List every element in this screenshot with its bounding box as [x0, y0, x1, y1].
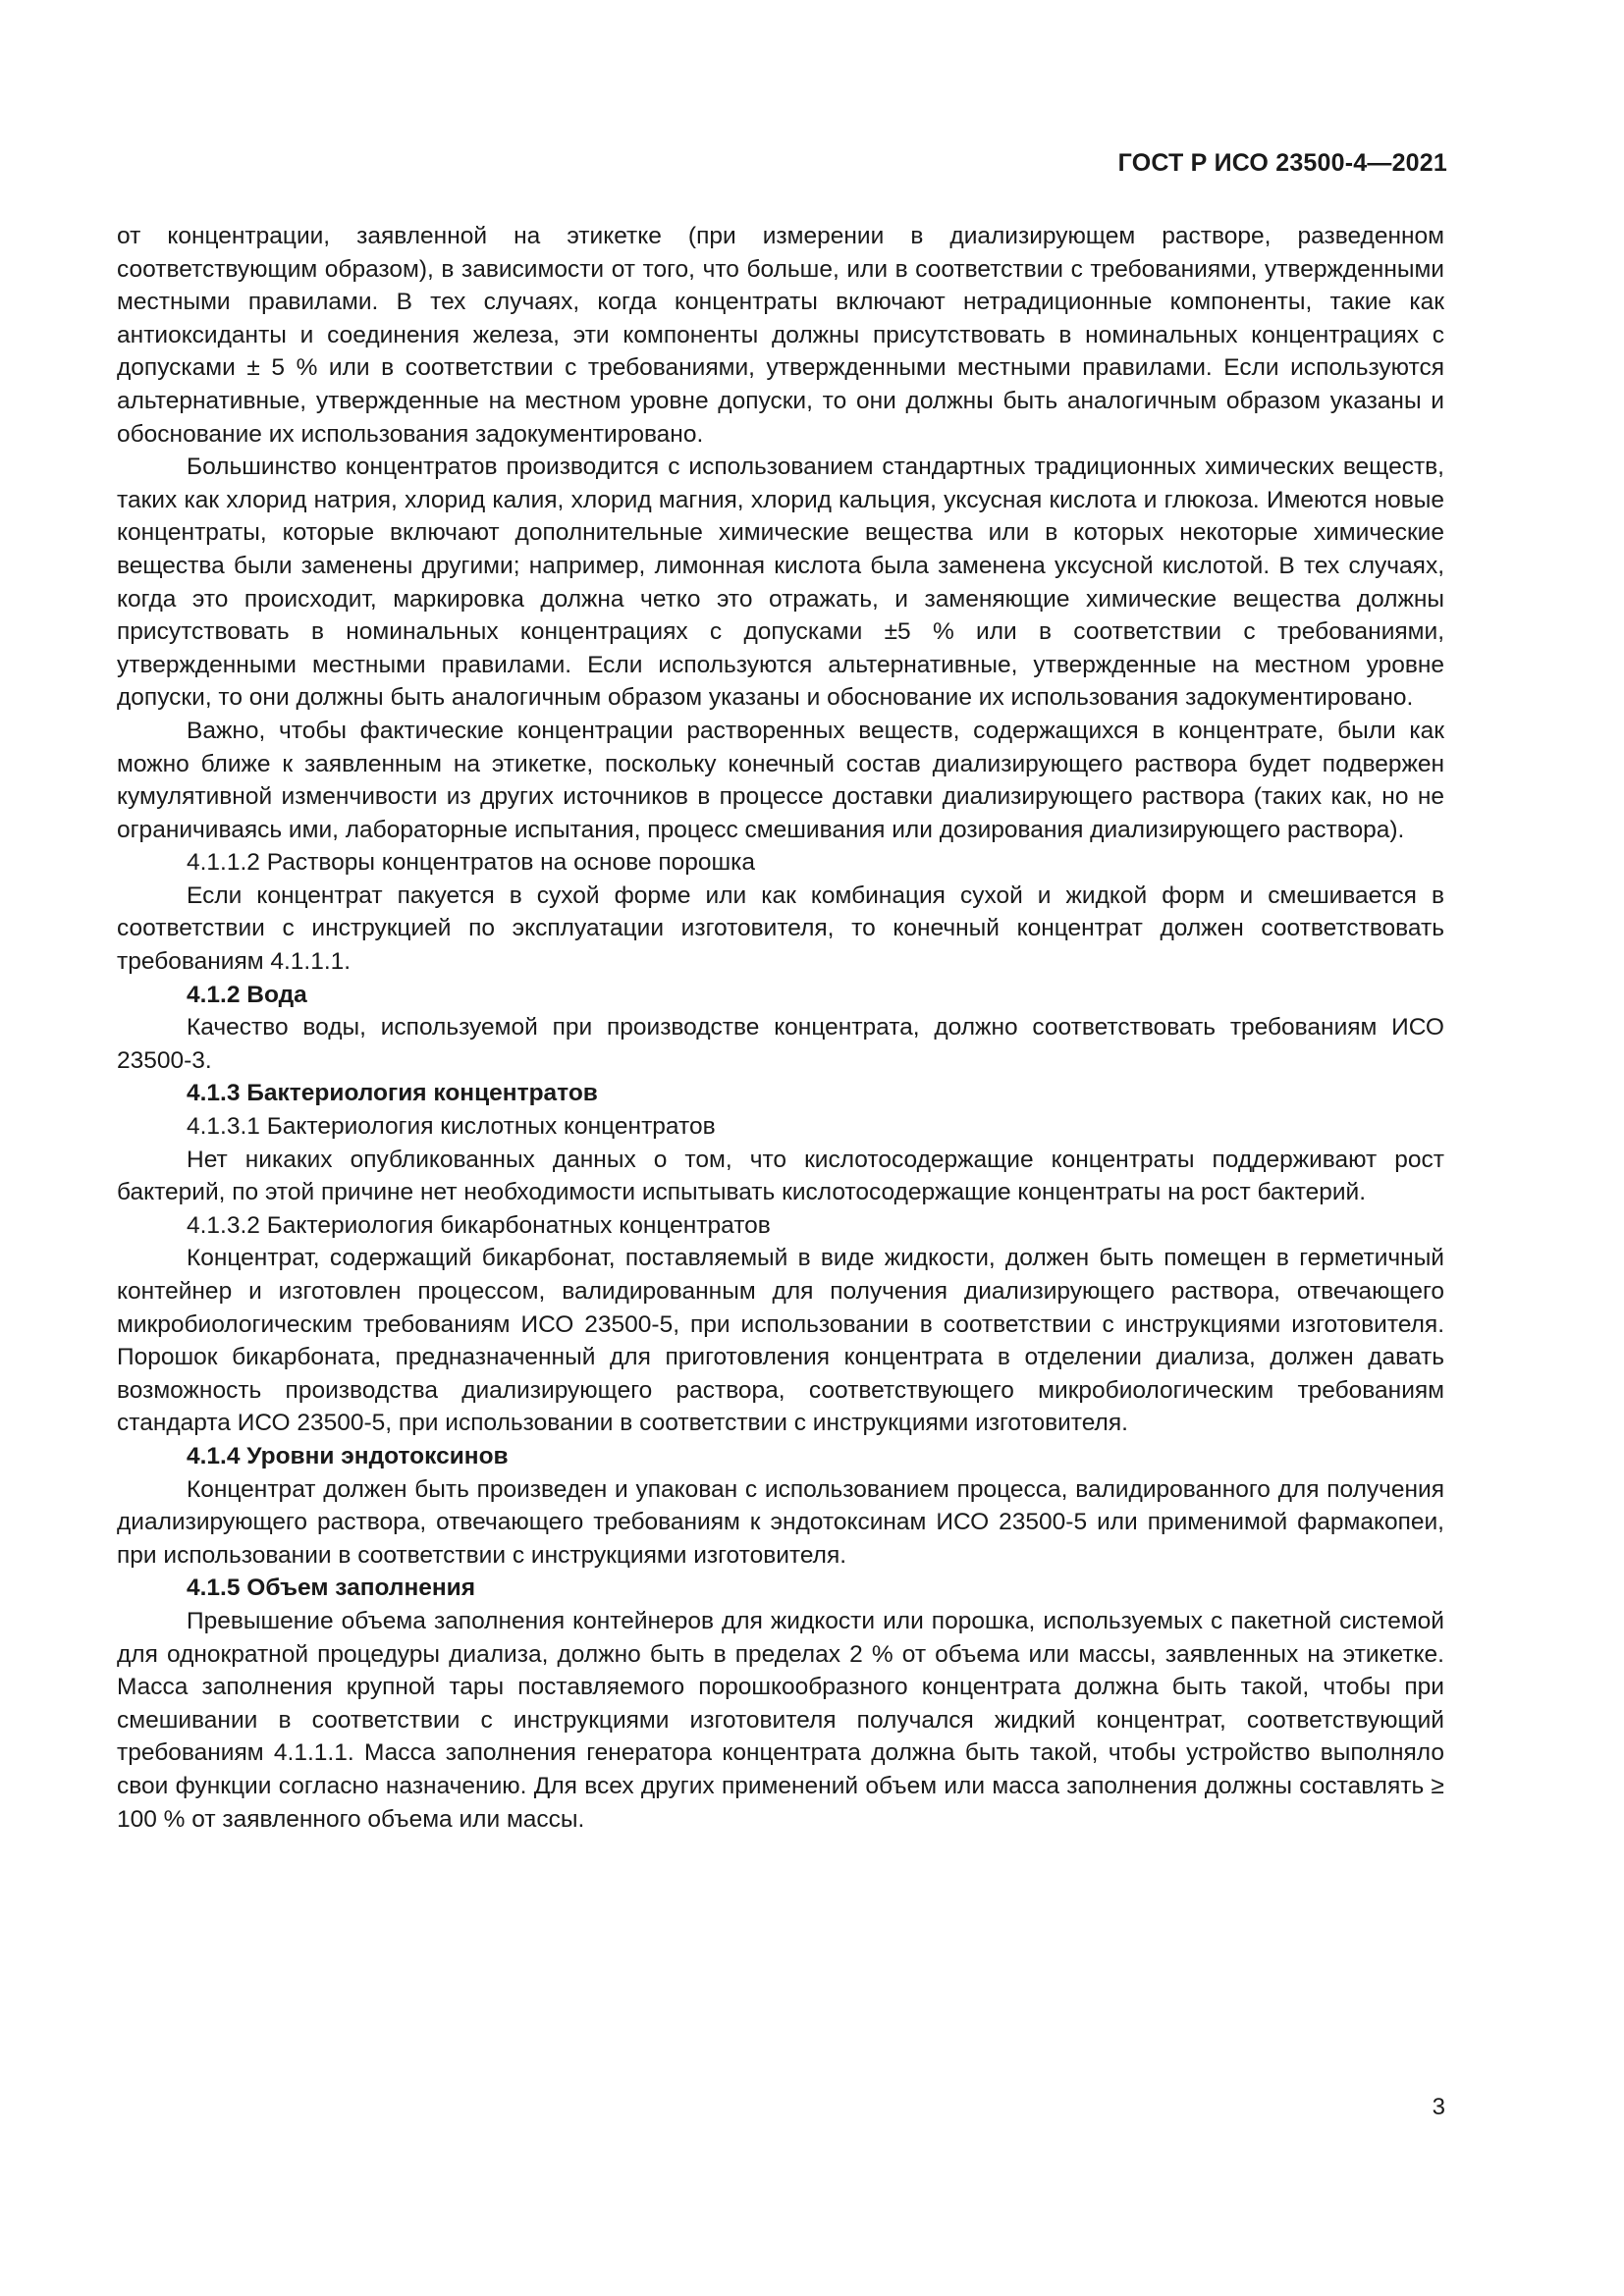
subsection-text-4-1-1-2: Если концентрат пакуется в сухой форме или как комбинация сухой и жидкой форм и смешивается в соответствии с инструкцией по эксплуатации изготовителя, то конечный концентрат должен соответствовать требованиям 4.1.1.1.: [117, 881, 1444, 976]
section-text-4-1-5: Превышение объема заполнения контейнеров для жидкости или порошка, используемых с пакетной системой для однократной процедуры диализа, должно быть в пределах 2 % от объема или массы, заявленных на этикетке. Масса заполнения крупной тары поставляемого порошкообразного концентрата должна быть такой, чтобы при смешивании в соответствии с инструкциями изготовителя получался жидкий концентрат, соответствующий требованиям 4.1.1.1. Масса заполнения генератора концентрата должна быть такой, чтобы устройство выполняло свои функции согласно назначению. Для всех других применений объем или масса заполнения должны составлять ≥ 100 % от заявленного объема или массы.: [117, 1607, 1444, 1833]
paragraph-actual-concentrations: Важно, чтобы фактические концентрации растворенных веществ, содержащихся в концентрате, были как можно ближе к заявленным на этикетке, поскольку конечный состав диализирующего раствора будет подвержен кумулятивной изменчивости из других источников в процессе доставки диализирующего раствора (таких как, но не ограничиваясь ими, лабораторные испытания, процесс смешивания или дозирования диализирующего раствора).: [117, 717, 1444, 843]
section-heading-4-1-3: 4.1.3 Бактериология концентратов: [187, 1080, 598, 1107]
subsection-title-4-1-1-2: 4.1.1.2 Растворы концентратов на основе порошка: [187, 849, 756, 877]
page-number: 3: [1432, 2094, 1445, 2120]
document-body: [117, 220, 1444, 1836]
section-text-4-1-4: Концентрат должен быть произведен и упакован с использованием процесса, валидированного для получения диализирующего раствора, отвечающего требованиям к эндотоксинам ИСО 23500-5 или применимой фармакопеи, при использовании в соответствии с инструкциями изготовителя.: [117, 1475, 1444, 1569]
subsection-text-4-1-3-2: Концентрат, содержащий бикарбонат, поставляемый в виде жидкости, должен быть помещен в герметичный контейнер и изготовлен процессом, валидированным для получения диализирующего раствора, отвечающего микробиологическим требованиям ИСО 23500-5, при использовании в соответствии с инструкциями изготовителя. Порошок бикарбоната, предназначенный для приготовления концентрата в отделении диализа, должен давать возможность производства диализирующего раствора, соответствующего микробиологическим требованиям стандарта ИСО 23500-5, при использовании в соответствии с инструкциями изготовителя.: [117, 1245, 1444, 1437]
section-heading-4-1-5: 4.1.5 Объем заполнения: [187, 1575, 476, 1602]
paragraph-continuation: от концентрации, заявленной на этикетке (при измерении в диализирующем растворе, разведенном соответствующим образом), в зависимости от того, что больше, или в соответствии с требованиями, утвержденными местными правилами. В тех случаях, когда концентраты включают нетрадиционные компоненты, такие как антиоксиданты и соединения железа, эти компоненты должны присутствовать в номинальных концентрациях с допусками ± 5 % или в соответствии с требованиями, утвержденными местными правилами. Если используются альтернативные, утвержденные на местном уровне допуски, то они должны быть аналогичным образом указаны и обоснование их использования задокументировано.: [117, 223, 1444, 448]
subsection-title-4-1-3-1: 4.1.3.1 Бактериология кислотных концентратов: [187, 1113, 716, 1141]
subsection-text-4-1-3-1: Нет никаких опубликованных данных о том, что кислотосодержащие концентраты поддерживают рост бактерий, по этой причине нет необходимости испытывать кислотосодержащие концентраты на рост бактерий.: [117, 1146, 1444, 1206]
section-heading-4-1-4: 4.1.4 Уровни эндотоксинов: [187, 1442, 509, 1469]
document-standard-id: ГОСТ Р ИСО 23500-4—2021: [1117, 149, 1447, 177]
paragraph-concentrates-chemicals: Большинство концентратов производится с использованием стандартных традиционных химических веществ, таких как хлорид натрия, хлорид калия, хлорид магния, хлорид кальция, уксусная кислота и глюкоза. Имеются новые концентраты, которые включают дополнительные химические вещества или в которых некоторые химические вещества были заменены другими; например, лимонная кислота была заменена уксусной кислотой. В тех случаях, когда это происходит, маркировка должна четко это отражать, и заменяющие химические вещества должны присутствовать в номинальных концентрациях с допусками ±5 % или в соответствии с требованиями, утвержденными местными правилами. Если используются альтернативные, утвержденные на местном уровне допуски, то они должны быть аналогичным образом указаны и обоснование их использования задокументировано.: [117, 454, 1444, 712]
section-text-4-1-2: Качество воды, используемой при производстве концентрата, должно соответствовать требованиям ИСО 23500-3.: [117, 1014, 1444, 1074]
subsection-title-4-1-3-2: 4.1.3.2 Бактериология бикарбонатных концентратов: [187, 1211, 771, 1239]
section-heading-4-1-2: 4.1.2 Вода: [187, 981, 307, 1008]
